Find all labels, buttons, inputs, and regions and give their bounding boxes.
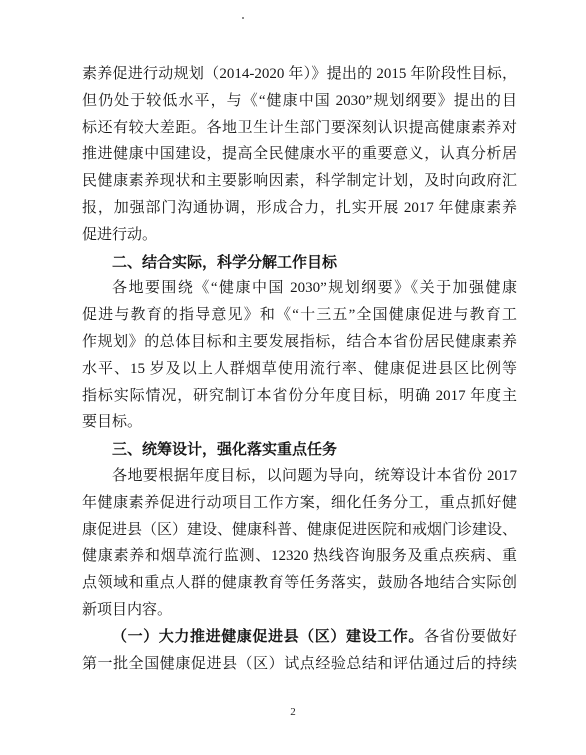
body-line: 第一批全国健康促进县（区）试点经验总结和评估通过后的持续 (82, 655, 517, 672)
document-body (82, 61, 517, 677)
body-line: 但仍处于较低水平，与《“健康中国 2030”规划纲要》提出的目 (82, 92, 517, 109)
body-line: 水平、15 岁及以上人群烟草使用流行率、健康促进县区比例等 (82, 360, 517, 377)
section-heading: 三、统筹设计，强化落实重点任务 (112, 440, 338, 459)
body-line: 各地要围绕《“健康中国 2030”规划纲要》《关于加强健康 (112, 280, 517, 297)
body-line: 素养促进行动规划（2014-2020 年）》提出的 2015 年阶段性目标， (82, 66, 517, 82)
body-text: 各省份要做好 (423, 628, 517, 645)
body-line: 民健康素养现状和主要影响因素，科学制定计划，及时向政府汇 (82, 173, 517, 190)
body-line: 年健康素养促进行动项目工作方案，细化任务分工，重点抓好健 (82, 494, 517, 511)
scan-speck (242, 17, 244, 19)
body-line: 推进健康中国建设，提高全民健康水平的重要意义，认真分析居 (82, 146, 517, 163)
body-line: 促进行动。 (82, 226, 158, 243)
body-line: 报，加强部门沟通协调，形成合力，扎实开展 2017 年健康素养 (82, 199, 517, 216)
body-line: 各地要根据年度目标，以问题为导向，统筹设计本省份 2017 (112, 467, 517, 484)
page-number: 2 (290, 706, 296, 718)
subsection-heading: （一）大力推进健康促进县（区）建设工作。 (112, 628, 424, 645)
body-line: 康促进县（区）建设、健康科普、健康促进医院和戒烟门诊建设、 (82, 521, 518, 538)
body-line: 指标实际情况，研究制订本省份分年度目标，明确 2017 年度主 (82, 387, 517, 404)
body-line: 标还有较大差距。各地卫生计生部门要深刻认识提高健康素养对 (82, 119, 517, 136)
body-line: 促进与教育的指导意见》和《“十三五”全国健康促进与教育工 (82, 307, 517, 324)
body-line: 新项目内容。 (82, 601, 173, 618)
body-line: 要目标。 (82, 414, 143, 431)
subsection-line (82, 624, 517, 651)
section-heading: 二、结合实际，科学分解工作目标 (112, 252, 338, 271)
body-line: 点领域和重点人群的健康教育等任务落实，鼓励各地结合实际创 (82, 575, 517, 592)
body-line: 健康素养和烟草流行监测、12320 热线咨询服务及重点疾病、重 (82, 548, 517, 565)
body-line: 作规划》的总体目标和主要发展指标，结合本省份居民健康素养 (82, 333, 517, 350)
